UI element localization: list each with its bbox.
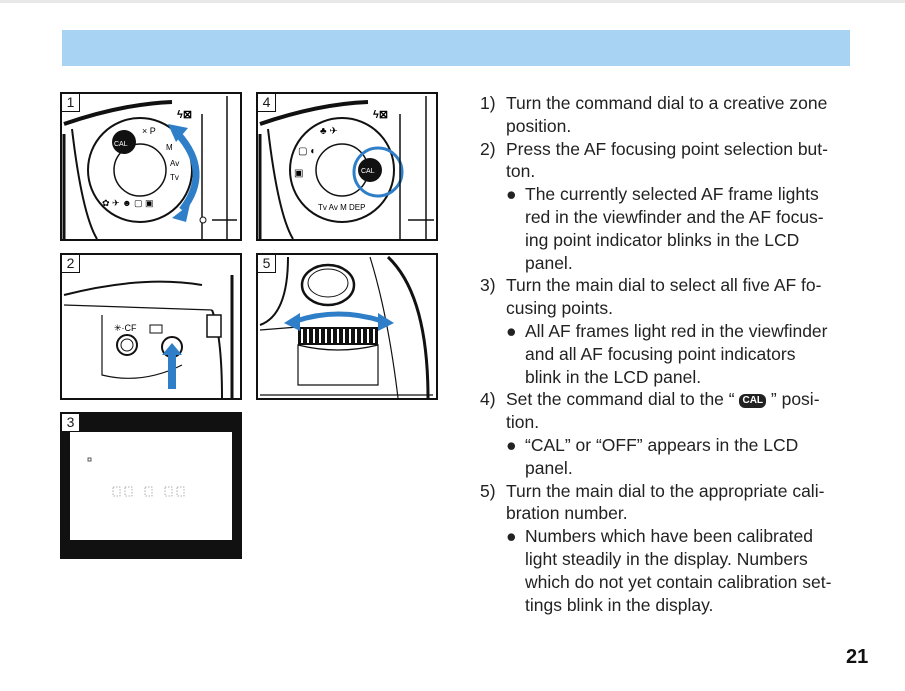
bullet-icon: ● <box>506 184 517 205</box>
header-banner <box>62 30 850 66</box>
svg-text:♣ ✈: ♣ ✈ <box>320 126 338 137</box>
page-edge <box>0 0 905 3</box>
figure-1-command-dial <box>60 92 242 241</box>
step-2: 2) Press the AF focusing point selection but- ton. <box>480 138 828 182</box>
main-dial-illustration <box>258 255 436 398</box>
command-dial-illustration <box>62 94 240 239</box>
cal-icon: CAL <box>739 394 766 408</box>
step-4-note: ● “CAL” or “OFF” appears in the LCD panel. <box>506 434 799 478</box>
figure-number: 2 <box>62 255 80 273</box>
svg-text:Tv Av M DEP: Tv Av M DEP <box>318 203 366 212</box>
step-4: 4) Set the command dial to the “ CAL ” posi- tion. <box>480 389 820 433</box>
figure-number: 1 <box>62 94 80 112</box>
svg-text:Av: Av <box>170 159 180 168</box>
svg-text:ϟ⊠: ϟ⊠ <box>373 109 389 121</box>
figure-4-command-dial-cal <box>256 92 438 241</box>
step-5: 5) Turn the main dial to the appropriate cali- bration number. <box>480 480 825 524</box>
figure-3-viewfinder <box>60 412 242 559</box>
svg-text:▣: ▣ <box>294 168 304 179</box>
slide-arrow-icon <box>296 314 382 321</box>
figure-5-main-dial <box>256 253 438 400</box>
figure-number: 4 <box>258 94 276 112</box>
af-button-illustration <box>62 255 240 398</box>
instruction-text <box>478 92 856 616</box>
svg-text:CAL: CAL <box>114 141 128 148</box>
svg-text:Tv: Tv <box>170 173 179 182</box>
svg-text:CAL: CAL <box>361 168 375 175</box>
figure-number: 3 <box>62 414 80 432</box>
press-arrow-icon <box>168 353 176 389</box>
step-3: 3) Turn the main dial to select all five AF fo- cusing points. <box>480 275 822 319</box>
af-button-label: ✳·CF <box>114 323 137 333</box>
svg-text:✿ ✈ ☻ ▢ ▣: ✿ ✈ ☻ ▢ ▣ <box>102 198 154 208</box>
figure-number: 5 <box>258 255 276 273</box>
bullet-icon: ● <box>506 526 517 547</box>
command-dial-cal-illustration <box>258 94 436 239</box>
step-2-note: ● The currently selected AF frame lights red in the viewfinder and the AF focus- ing point indicator blinks in the LCD panel. <box>506 184 824 273</box>
step-5-note: ● Numbers which have been calibrated light steadily in the display. Numbers which do not yet contain calibration set- tings blink in the display. <box>506 526 832 615</box>
page-number: 21 <box>846 646 869 668</box>
bullet-icon: ● <box>506 320 517 341</box>
svg-text:ϟ⊠: ϟ⊠ <box>177 109 193 121</box>
svg-text:▢ ◐: ▢ ◐ <box>298 146 317 157</box>
step-3-note: ● All AF frames light red in the viewfinder and all AF focusing point indicators blink in the LCD panel. <box>506 320 828 387</box>
svg-text:× P: × P <box>142 126 156 136</box>
svg-text:M: M <box>166 143 173 152</box>
viewfinder-illustration <box>62 414 240 557</box>
bullet-icon: ● <box>506 434 517 455</box>
figure-2-af-button <box>60 253 242 400</box>
step-1: 1) Turn the command dial to a creative zone position. <box>480 93 828 136</box>
